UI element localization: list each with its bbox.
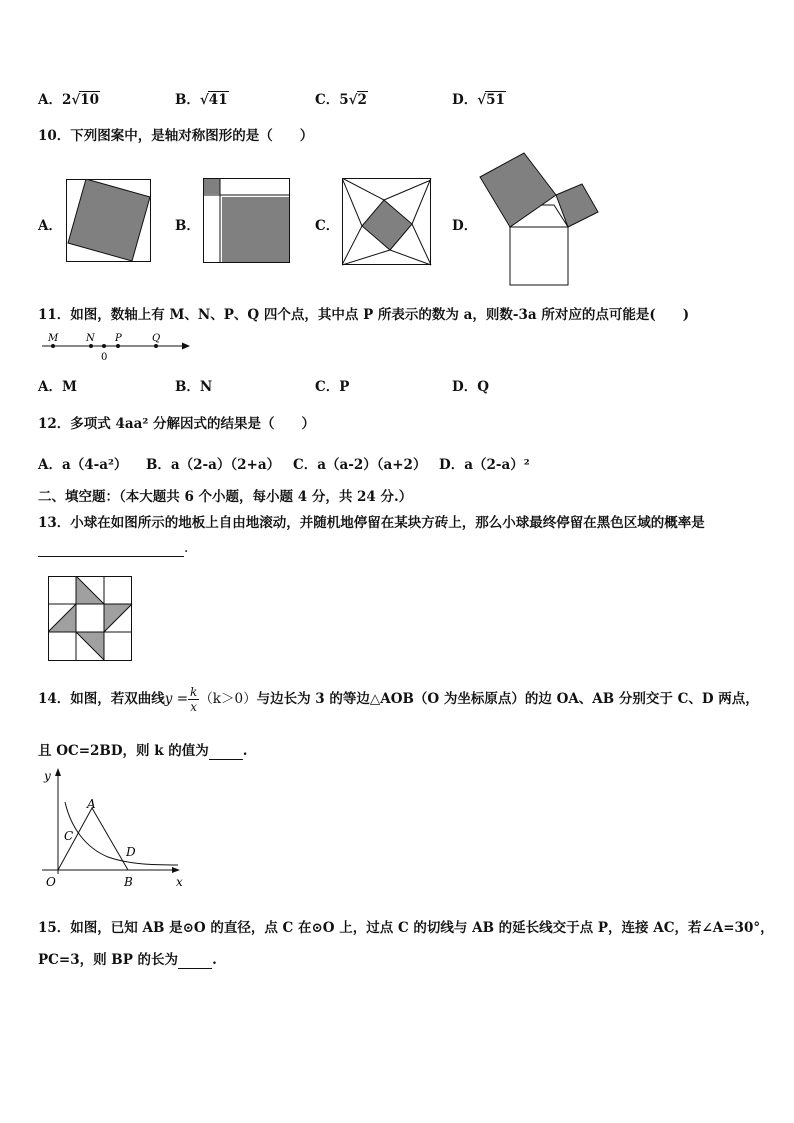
q15-line2 xyxy=(38,948,217,969)
option-radicand: 10 xyxy=(80,92,100,108)
point-o-label: O xyxy=(46,875,56,889)
q10-figure-b xyxy=(203,178,291,264)
q14-line1 xyxy=(38,684,759,714)
option-letter: C． xyxy=(315,92,340,108)
q11-number-line xyxy=(38,330,198,364)
q14-line2 xyxy=(38,739,247,760)
fraction-numerator: k xyxy=(190,685,198,699)
q14-part1: 14．如图，若双曲线 xyxy=(38,691,165,707)
x-axis-label: x xyxy=(176,875,183,889)
q15-line1: 15．如图，已知 AB 是⊙O 的直径，点 C 在⊙O 上，过点 C 的切线与 AB 的延长线交于点 P，连接 AC，若∠A=30°， xyxy=(38,920,774,936)
q14-figure xyxy=(38,764,193,894)
q13-tail: . xyxy=(184,540,189,556)
q10-label-d: D． xyxy=(452,218,478,234)
q12-option-c: C．a（a-2）（a+2） xyxy=(293,457,427,473)
q10-label-b: B． xyxy=(175,218,200,234)
q11-option-d: D．Q xyxy=(452,379,489,395)
q10-figure-c xyxy=(342,178,432,266)
q10-figure-a xyxy=(66,179,152,263)
point-p-label: P xyxy=(115,333,122,344)
q12-stem: 12．多项式 4aa² 分解因式的结果是（ ） xyxy=(38,416,315,432)
q13-floor-figure xyxy=(48,576,133,662)
origin-label: 0 xyxy=(101,352,108,363)
option-letter: A． xyxy=(38,92,62,108)
q11-stem: 11．如图，数轴上有 M、N、P、Q 四个点，其中点 P 所表示的数为 a，则数-3a 所对应的点可能是( ) xyxy=(38,307,690,323)
q14-line2-text: 且 OC=2BD，则 k 的值为 xyxy=(38,743,209,759)
arrow-right-icon xyxy=(182,343,190,350)
q13-answer-blank xyxy=(38,540,184,557)
q10-stem: 10．下列图案中，是轴对称图形的是（ ） xyxy=(38,128,314,144)
point-c-label: C xyxy=(64,829,74,843)
q10-label-c: C． xyxy=(315,218,340,234)
q9-option-c: C．5√2 xyxy=(315,92,367,108)
q13-answer-line xyxy=(38,540,188,557)
point-q-label: Q xyxy=(152,333,161,344)
q15-tail: . xyxy=(212,952,217,968)
fraction-denominator: x xyxy=(190,700,198,714)
point-d-label: D xyxy=(126,845,136,859)
q11-option-a: A．M xyxy=(38,379,77,395)
q14-y-eq: y = xyxy=(164,691,189,707)
point-n-label: N xyxy=(86,333,95,344)
q9-option-b: B．√41 xyxy=(175,92,228,108)
q11-option-b: B．N xyxy=(175,379,213,395)
option-coef: 2 xyxy=(61,92,72,108)
point-m-label: M xyxy=(48,333,59,344)
q9-option-d: D．√51 xyxy=(452,92,505,108)
q11-option-c: C．P xyxy=(315,379,350,395)
option-radicand: 51 xyxy=(486,92,505,108)
q9-option-a: A．2√10 xyxy=(38,92,100,108)
q14-condition: （k＞0） xyxy=(199,691,257,707)
q12-option-d: D．a（2-a）² xyxy=(439,457,530,473)
q14-tail: . xyxy=(242,743,248,759)
point-b-label: B xyxy=(124,875,133,889)
y-axis-arrow-icon xyxy=(55,768,61,776)
option-letter: B． xyxy=(175,92,200,108)
section-title: 二、填空题：（本大题共 6 个小题，每小题 4 分，共 24 分.） xyxy=(38,489,413,505)
q10-label-a: A． xyxy=(38,218,62,234)
y-axis-label: y xyxy=(44,769,51,783)
option-coef: 5 xyxy=(339,92,349,108)
option-radicand: 2 xyxy=(357,92,367,108)
q12-option-a: A．a（4-a²） xyxy=(38,457,128,473)
q10-figure-d xyxy=(478,150,602,290)
x-axis-arrow-icon xyxy=(172,867,180,873)
q15-line2-text: PC=3，则 BP 的长为 xyxy=(38,952,179,968)
q14-fraction xyxy=(188,685,199,714)
q12-option-b: B．a（2-a）（2+a） xyxy=(146,457,281,473)
q13-stem: 13．小球在如图所示的地板上自由地滚动，并随机地停留在某块方砖上，那么小球最终停留在黑色区域的概率是 xyxy=(38,515,705,531)
q14-answer-blank xyxy=(209,743,243,760)
option-radicand: 41 xyxy=(208,92,228,108)
option-letter: D． xyxy=(452,92,478,108)
q14-part2: 与边长为 3 的等边△AOB（O 为坐标原点）的边 OA、AB 分别交于 C、D 两点， xyxy=(256,691,759,707)
q15-answer-blank xyxy=(178,952,212,969)
point-a-label: A xyxy=(87,797,96,811)
